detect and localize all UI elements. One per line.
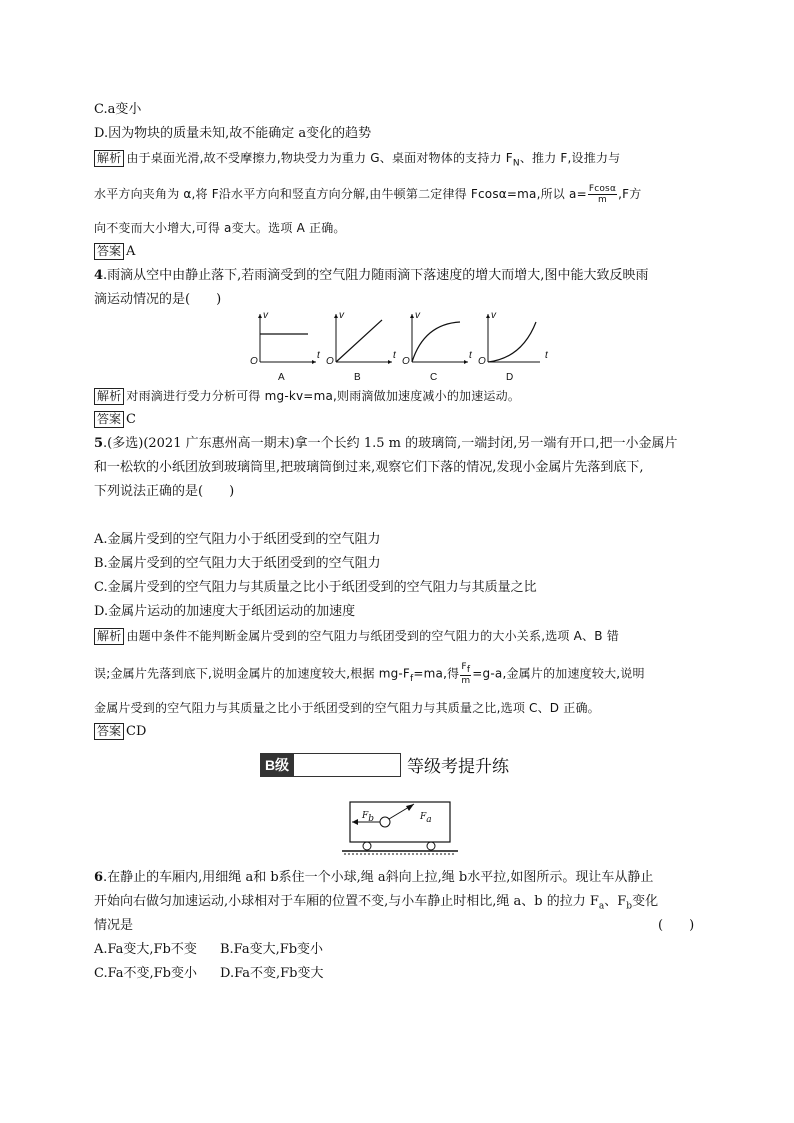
arrow-icon [334,314,338,318]
option-d: D.因为物块的质量未知,故不能确定 a变化的趋势 [94,126,372,141]
question-6-stem-3: 情况是 [94,918,134,933]
graph-axis-label-v: v [491,310,496,321]
question-number: 4 [94,268,104,283]
question-4-stem [94,266,648,286]
graph-origin-label: O [326,356,334,367]
question-5-stem-2: 和一松软的小纸团放到玻璃筒里,把玻璃筒倒过来,观察它们下落的情况,发现小金属片先落到底下, [94,460,644,475]
q5-option-a: A.金属片受到的空气阻力小于纸团受到的空气阻力 [94,532,381,547]
graph-curve-C [412,322,460,362]
answer-tag: 答案 [94,723,124,740]
fraction-denominator: m [597,195,607,205]
question-text: .(多选)(2021 广东惠州高一期末)拿一个长约 1.5 m 的玻璃筒,一端封闭,另一端有开口,把一小金属片 [103,436,678,451]
graph-option-label: D [506,372,514,383]
arrow-icon [388,360,392,364]
section-header [260,752,509,777]
q5-option-c: C.金属片受到的空气阻力与其质量之比小于纸团受到的空气阻力与其质量之比 [94,580,537,595]
force-label-fb: $F_b$ [362,811,375,824]
graph-origin-label: O [250,356,258,367]
q4-answer [94,410,136,430]
fraction-numerator: $F_f$ [461,662,471,675]
question-6-stem-2: 开始向右做匀加速运动,小球相对于车厢的位置不变,与小车静止时相比,绳 a、b 的拉力 $F_a$、$F_b$变化 [94,894,659,912]
q4-explanation [94,386,520,406]
explanation-text: 对雨滴进行受力分析可得 mg-kv=ma,则雨滴做加速度减小的加速运动。 [126,389,521,403]
graph-axis-label-t: t [469,350,472,361]
question-5-stem-3: 下列说法正确的是( ) [94,484,235,499]
question-text: .在静止的车厢内,用细绳 a和 b系住一个小球,绳 a斜向上拉,绳 b水平拉,如图所示。现让车从静止 [103,870,654,885]
explanation-line: 向不变而大小增大,可得 a变大。选项 A 正确。 [94,221,346,235]
graph-curve-D [488,322,536,362]
graph-origin-label: O [402,356,410,367]
graph-axis-label-t: t [393,350,396,361]
q6-option-b: B.Fa变大,Fb变小 [220,942,324,957]
option-c: C.a变小 [94,102,142,117]
explanation-text: =ma,得 [413,666,460,681]
answer-value: C [126,412,136,427]
answer-bracket: ( ) [658,918,695,933]
answer-tag: 答案 [94,243,124,260]
answer-value: CD [126,724,147,739]
explanation-tag: 解析 [94,150,124,167]
q5-answer [94,722,146,742]
question-4-stem-2: 滴运动情况的是( ) [94,292,222,307]
question-number: 6 [94,870,104,885]
graph-axis-label-v: v [415,310,420,321]
explanation-tag: 解析 [94,388,124,405]
explanation-tag: 解析 [94,628,124,645]
graph-option-label: A [278,372,285,383]
graph-option-label: B [354,372,361,383]
question-6-stem [94,868,653,888]
q5-option-b: B.金属片受到的空气阻力大于纸团受到的空气阻力 [94,556,381,571]
arrow-icon [410,314,414,318]
explanation-text: 、推力 F,设推力与 [519,151,621,165]
q5-explanation-line [94,662,645,689]
answer-value: A [126,244,136,259]
explanation-text: =g-a,金属片的加速度较大,说明 [472,666,645,681]
section-bar [294,753,401,777]
arrow-icon [312,360,316,364]
q6-option-c: C.Fa不变,Fb变小 [94,966,197,981]
fraction [588,184,617,205]
explanation-text: 由题中条件不能判断金属片受到的空气阻力与纸团受到的空气阻力的大小关系,选项 A、B 错 [126,629,619,643]
velocity-time-graphs [250,310,540,388]
arrow-icon [464,360,468,364]
subscript: N [512,158,520,169]
explanation-text: 由于桌面光滑,故不受摩擦力,物块受力为重力 G、桌面对物体的支持力 F [126,151,513,165]
explanation-line [94,148,620,173]
answer-tag: 答案 [94,411,124,428]
question-number: 5 [94,436,104,451]
arrow-icon [486,314,490,318]
graph-curve-B [336,320,382,362]
q5-explanation-line [94,626,619,646]
question-5-stem [94,434,677,454]
arrow-icon [258,314,262,318]
q5-option-d: D.金属片运动的加速度大于纸团运动的加速度 [94,604,356,619]
answer-line [94,242,135,262]
graph-axis-label-v: v [339,310,344,321]
cart-figure [340,798,460,856]
q6-option-a: A.Fa变大,Fb不变 [94,942,197,957]
section-title: 等级考提升练 [407,757,509,777]
fraction-denominator: m [461,675,471,686]
graph-axis-label-t: t [545,350,548,361]
q5-explanation-line: 金属片受到的空气阻力与其质量之比小于纸团受到的空气阻力与其质量之比,选项 C、D 正确。 [94,701,600,715]
explanation-text: 水平方向夹角为 α,将 F沿水平方向和竖直方向分解,由牛顿第二定律得 Fcosα=ma,所以 a= [94,187,587,201]
q6-option-d: D.Fa不变,Fb变大 [220,966,324,981]
fraction-numerator: Fcosα [588,184,617,194]
graph-axis-label-t: t [317,350,320,361]
explanation-line [94,184,641,205]
explanation-text: 误;金属片先落到底下,说明金属片的加速度较大,根据 mg-F [94,666,411,681]
subscript: f [410,673,414,684]
explanation-text: ,F方 [618,187,642,201]
graph-origin-label: O [478,356,486,367]
force-label-fa: $F_a$ [420,812,432,825]
section-badge: B级 [260,753,294,777]
graph-option-label: C [430,372,438,383]
fraction [460,662,471,686]
graph-axis-label-v: v [263,310,268,321]
question-text: .雨滴从空中由静止落下,若雨滴受到的空气阻力随雨滴下落速度的增大而增大,图中能大致反映雨 [103,268,649,283]
